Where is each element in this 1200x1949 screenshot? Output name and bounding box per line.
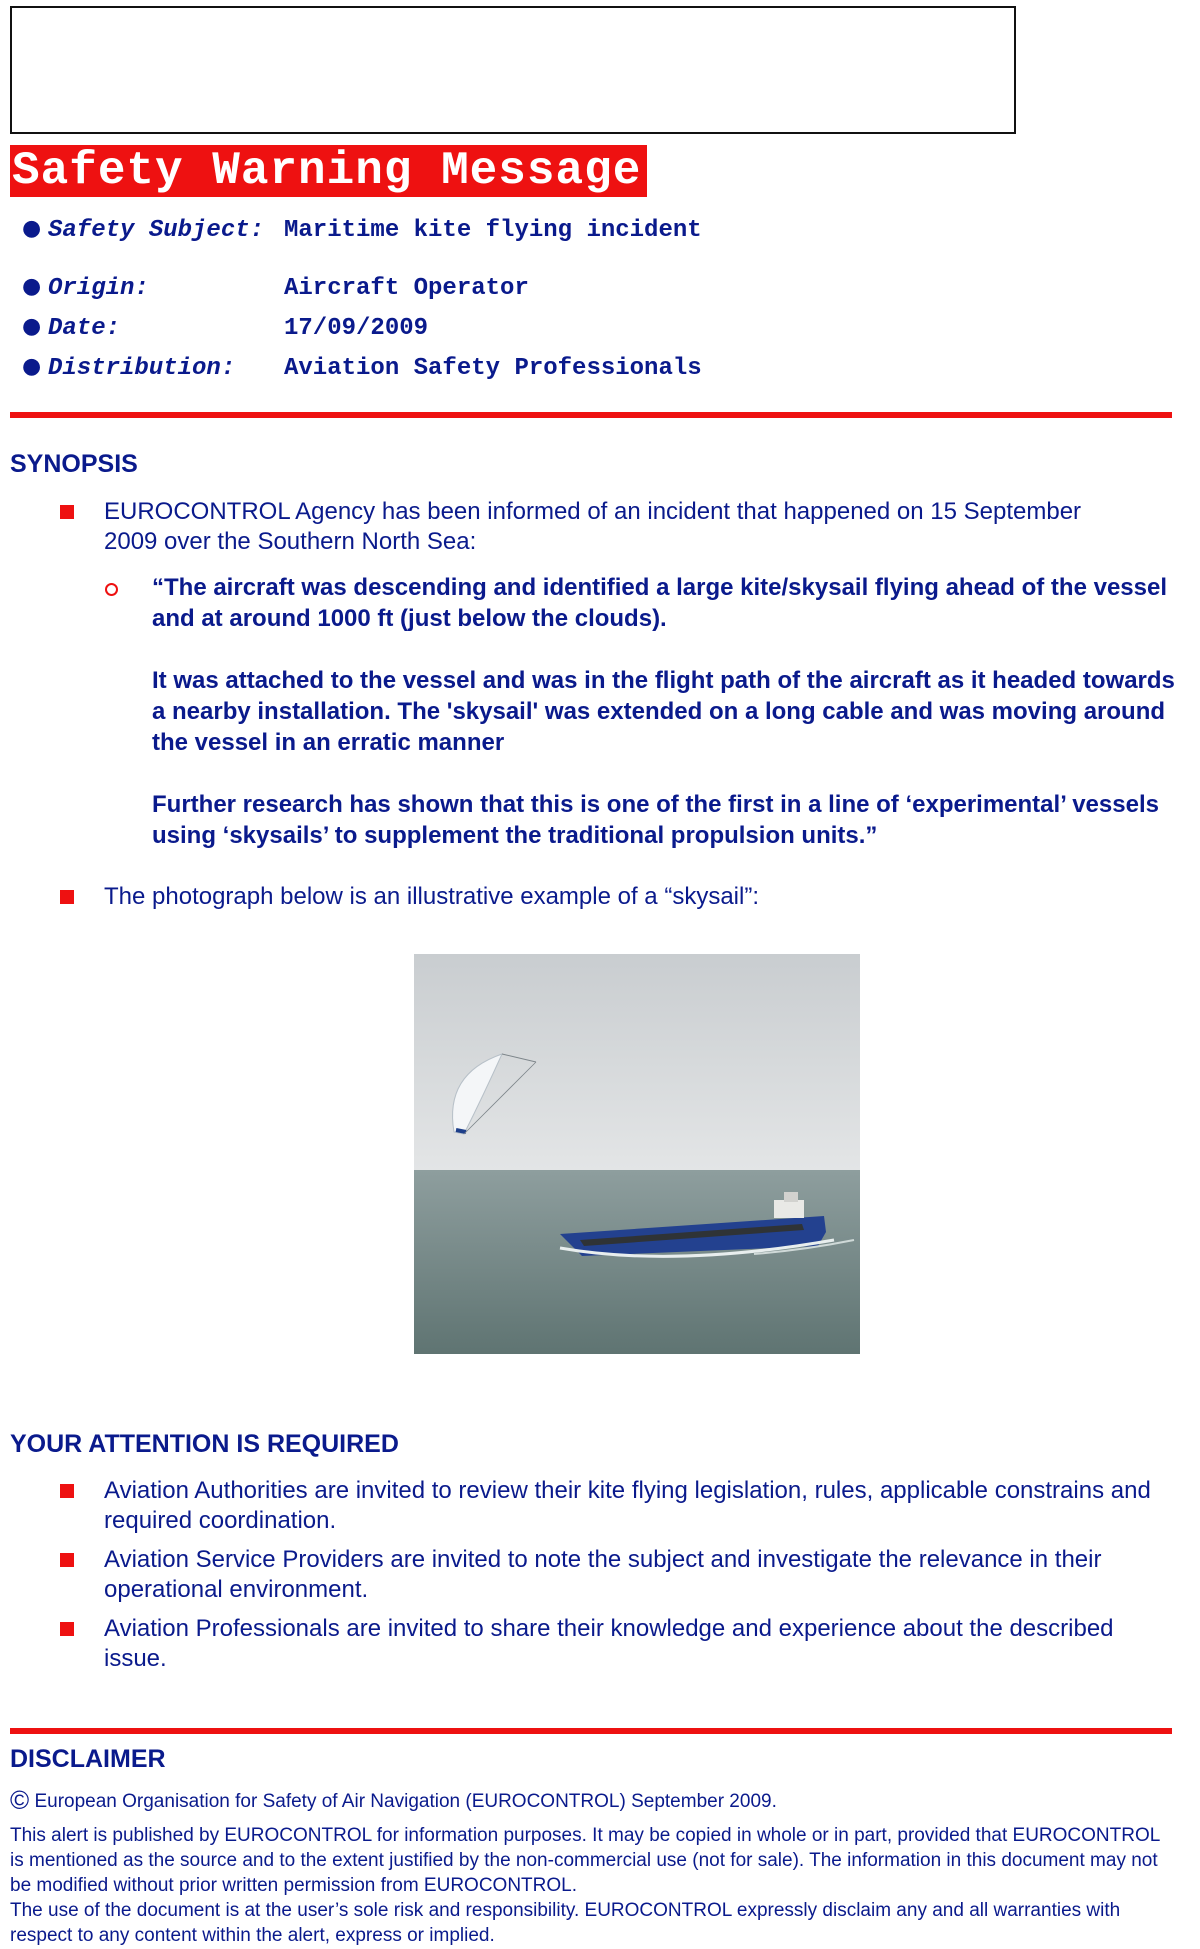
circle-bullet-icon — [105, 583, 118, 596]
copyright-text: European Organisation for Safety of Air Navigation (EUROCONTROL) September 2009. — [34, 1791, 777, 1812]
metadata-value: Aircraft Operator — [284, 275, 529, 302]
copyright-icon: © — [10, 1785, 30, 1815]
synopsis-heading: SYNOPSIS — [10, 450, 138, 478]
metadata-label: Origin: — [48, 275, 149, 302]
quote-paragraph: Further research has shown that this is one of the first in a line of ‘experimental’ vessels using ‘skysails’ to supplement the traditional propulsion units.” — [152, 791, 1159, 849]
disclaimer-paragraph: This alert is published by EUROCONTROL for information purposes. It may be copied in whole or in part, provided that EUROCONTROL is mentioned as the source and to the extent justified by the non-commercial use (not for sale). The information in this document may not be modified without prior written permission from EUROCONTROL. — [10, 1825, 1160, 1896]
metadata-list — [22, 215, 1022, 393]
synopsis-intro: EUROCONTROL Agency has been informed of an incident that happened on 15 September 2009 over the Southern North Sea: — [104, 498, 1082, 555]
divider — [10, 1728, 1172, 1734]
metadata-value: 17/09/2009 — [284, 315, 429, 342]
photo-intro: The photograph below is an illustrative example of a “skysail”: — [104, 883, 759, 910]
disclaimer-paragraph: The use of the document is at the user’s sole risk and responsibility. EUROCONTROL expressly disclaim any and all warranties with respect to any content within the alert, express or implied. — [10, 1900, 1121, 1946]
page-title: Safety Warning Message — [10, 145, 647, 197]
metadata-row-date — [22, 313, 1022, 353]
metadata-label: Safety Subject: — [48, 217, 265, 244]
metadata-row-subject — [22, 215, 1022, 273]
metadata-row-origin — [22, 273, 1022, 313]
skysail-photo — [414, 954, 860, 1354]
red-square-bullet-icon — [60, 1553, 74, 1567]
attention-item: Aviation Professionals are invited to share their knowledge and experience about the described issue. — [104, 1615, 1114, 1672]
disclaimer-heading: DISCLAIMER — [10, 1745, 166, 1773]
metadata-value: Aviation Safety Professionals — [284, 355, 702, 382]
metadata-label: Distribution: — [48, 355, 236, 382]
attention-item: Aviation Service Providers are invited to note the subject and investigate the relevance in their operational environment. — [104, 1546, 1102, 1603]
bullet-dot-icon: ● — [22, 314, 42, 339]
bullet-dot-icon: ● — [22, 354, 42, 379]
copyright-line — [10, 1785, 1170, 1815]
metadata-label: Date: — [48, 315, 121, 342]
red-square-bullet-icon — [60, 890, 74, 904]
red-square-bullet-icon — [60, 505, 74, 519]
bullet-dot-icon: ● — [22, 216, 42, 241]
header-frame — [10, 6, 1016, 134]
bullet-dot-icon: ● — [22, 274, 42, 299]
divider — [10, 412, 1172, 418]
attention-item: Aviation Authorities are invited to review their kite flying legislation, rules, applicable constrains and required coordination. — [104, 1477, 1151, 1534]
quote-paragraph: It was attached to the vessel and was in the flight path of the aircraft as it headed towards a nearby installation. The 'skysail' was extended on a long cable and was moving around the vessel in an erratic manner — [152, 667, 1175, 756]
metadata-row-distribution — [22, 353, 1022, 393]
quote-paragraph: “The aircraft was descending and identified a large kite/skysail flying ahead of the vessel and at around 1000 ft (just below the clouds). — [152, 574, 1168, 632]
red-square-bullet-icon — [60, 1484, 74, 1498]
attention-heading: YOUR ATTENTION IS REQUIRED — [10, 1430, 399, 1458]
metadata-value: Maritime kite flying incident — [284, 217, 702, 244]
red-square-bullet-icon — [60, 1622, 74, 1636]
